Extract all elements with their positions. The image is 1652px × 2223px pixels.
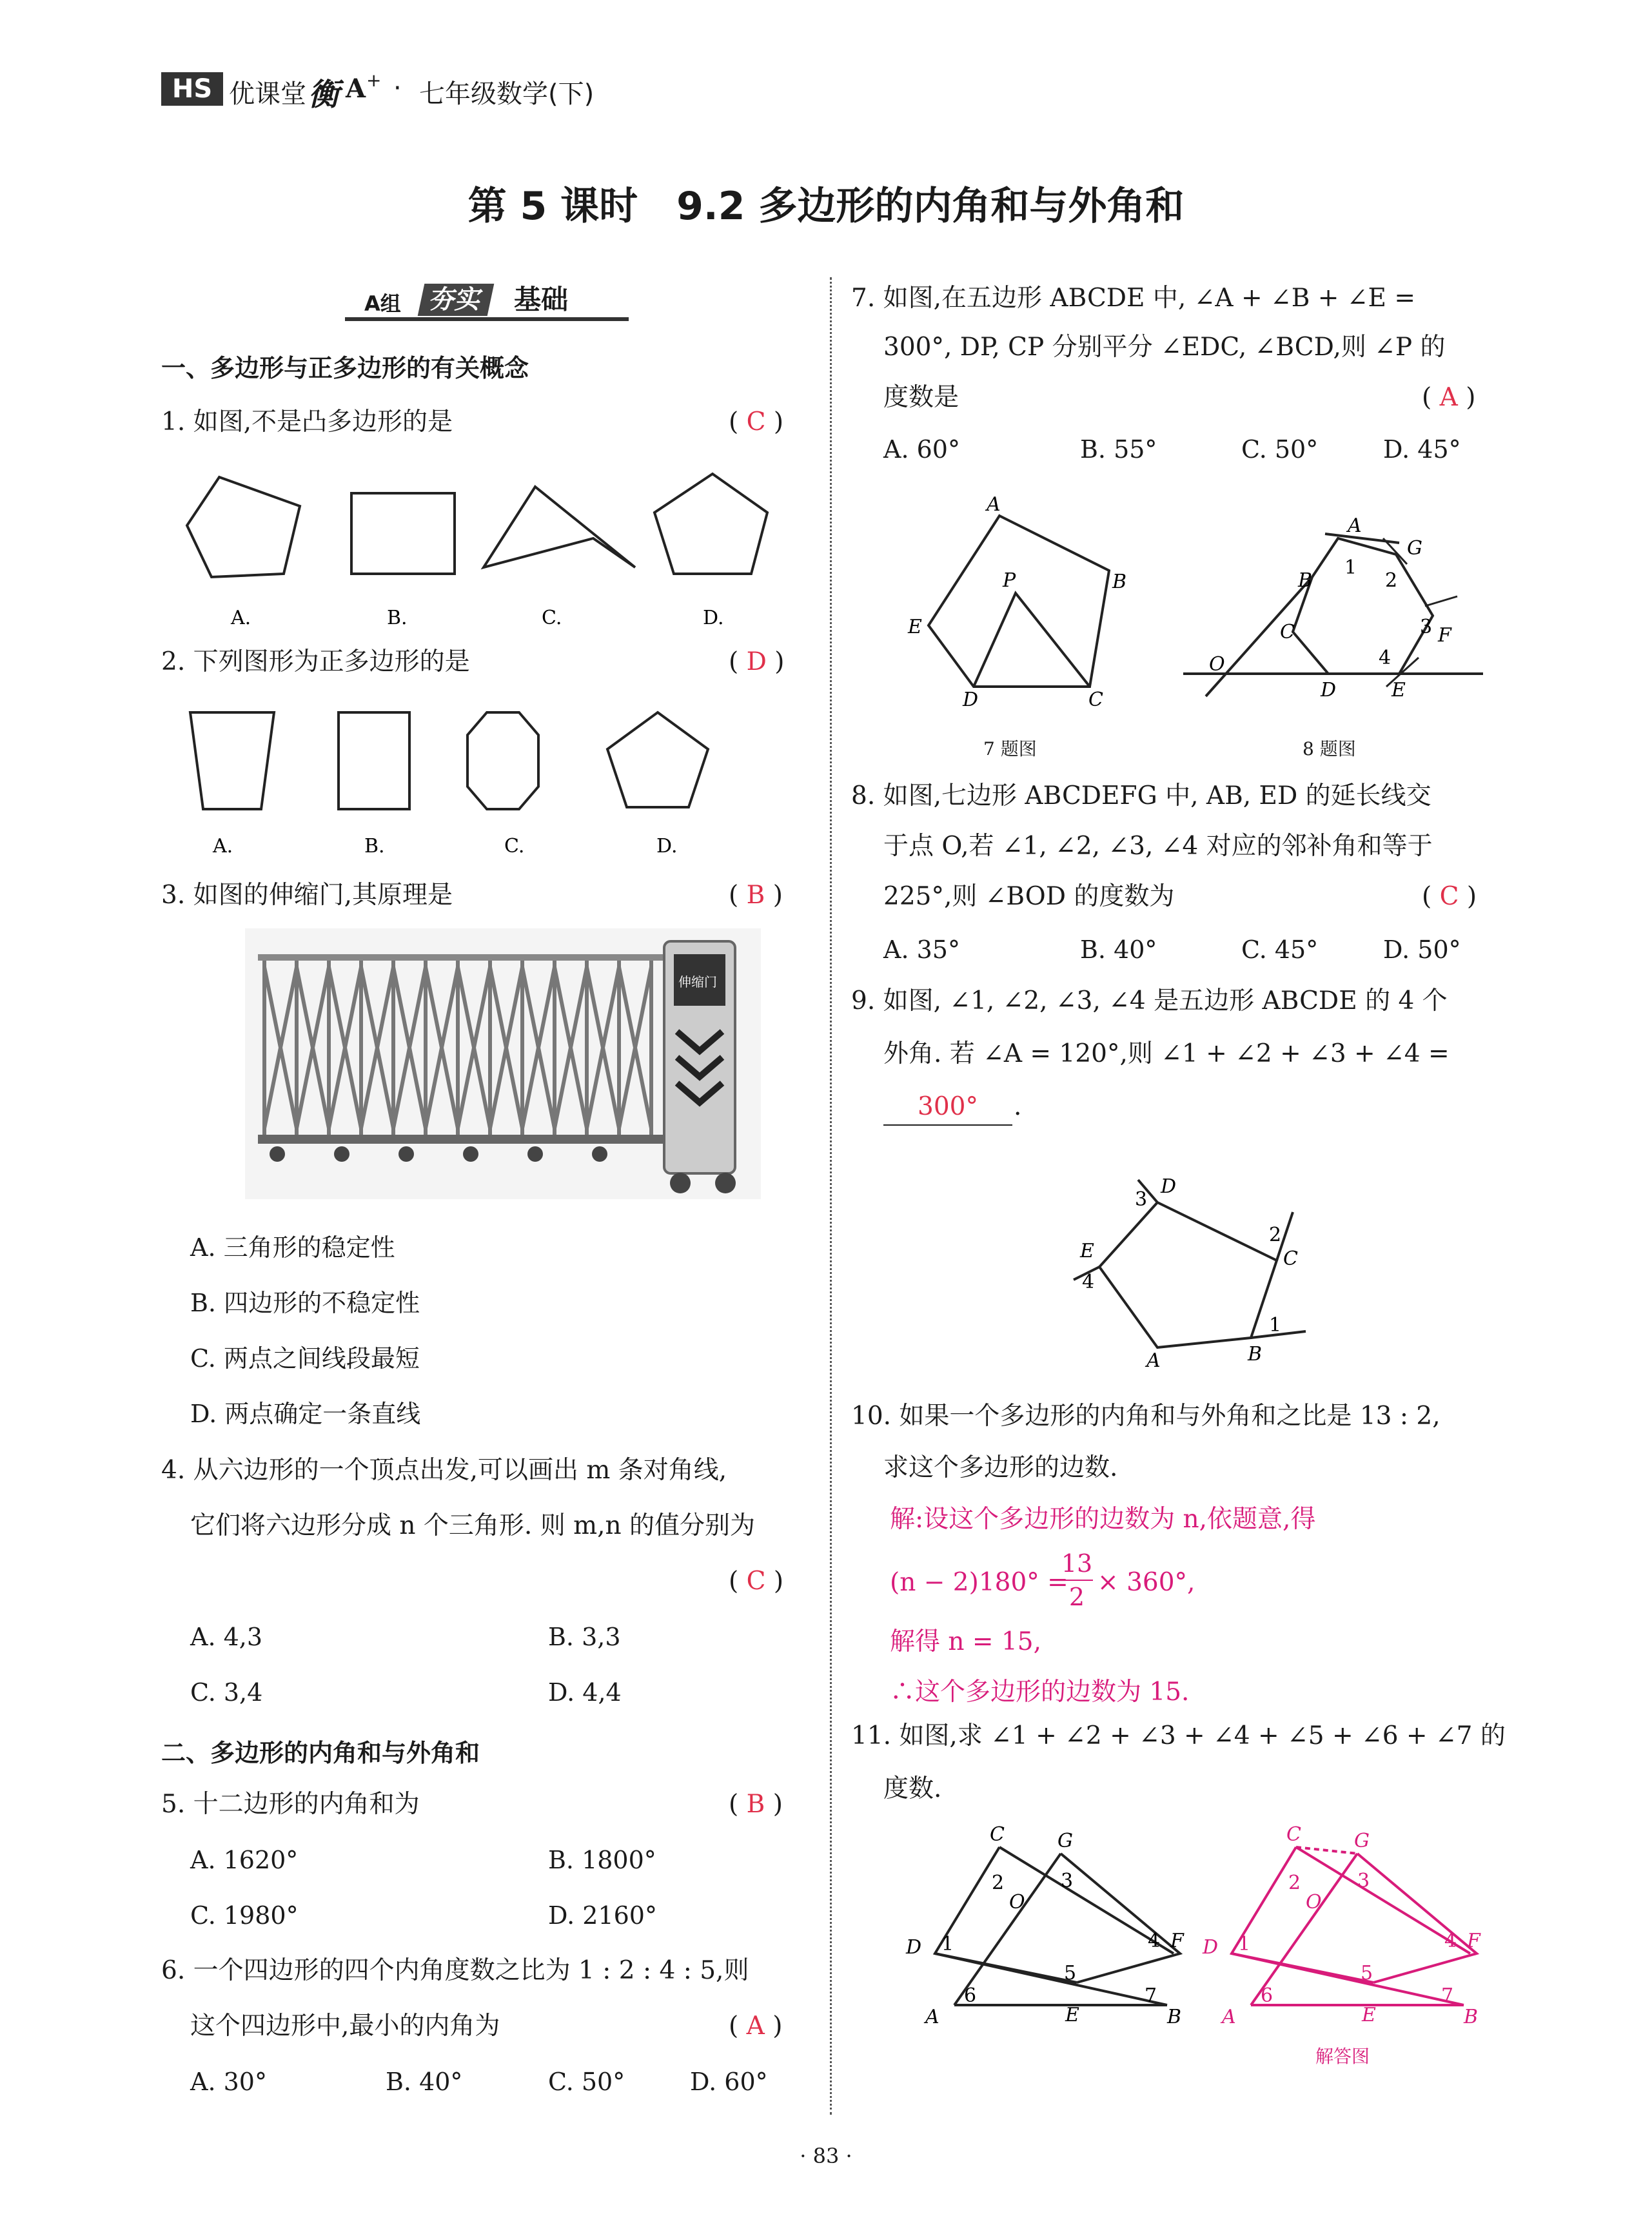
q10-frac-den: 2 — [1068, 1583, 1085, 1611]
q8-angle-1: 1 — [1344, 556, 1357, 579]
q7-line1: 7. 如图,在五边形 ABCDE 中, ∠A + ∠B + ∠E = — [851, 284, 1416, 313]
q10-solution-4: ∴这个多边形的边数为 15. — [890, 1678, 1190, 1707]
q7-option-c: C. 50° — [1241, 435, 1319, 464]
q7-option-a: A. 60° — [883, 435, 960, 464]
q11-label-c: C — [990, 1823, 1005, 1846]
q6-line1: 6. 一个四边形的四个内角度数之比为 1 : 2 : 4 : 5,则 — [161, 1956, 749, 1985]
q9-angle-4: 4 — [1082, 1271, 1095, 1293]
q11-label-f: F — [1170, 1930, 1184, 1952]
q10-fraction — [1061, 1547, 1093, 1613]
q9-period: . — [1014, 1092, 1022, 1121]
q8-label-f: F — [1438, 624, 1451, 647]
q4-answer: C — [746, 1567, 766, 1596]
q10-line1: 10. 如果一个多边形的内角和与外角和之比是 13 : 2, — [851, 1402, 1441, 1431]
q11-ans-angle-5: 5 — [1361, 1962, 1373, 1984]
q3-option-c: C. 两点之间线段最短 — [190, 1344, 420, 1373]
header-grade: A — [346, 73, 366, 104]
q3-option-d: D. 两点确定一条直线 — [190, 1400, 421, 1428]
header-grade-sup: + — [366, 70, 382, 91]
q9-angle-3: 3 — [1135, 1188, 1148, 1211]
q7-label-e: E — [908, 616, 922, 638]
q8-label-a: A — [1348, 514, 1362, 537]
q9-label-d: D — [1161, 1175, 1177, 1198]
q11-label-e: E — [1065, 2004, 1079, 2026]
q3-answer-bracket: ( B ) — [729, 881, 783, 910]
q6-answer-bracket: ( A ) — [729, 2012, 783, 2041]
q1-shape-a — [187, 477, 300, 577]
q11-label-d: D — [906, 1936, 922, 1959]
q11-angle-1: 1 — [941, 1933, 954, 1955]
q7-option-b: B. 55° — [1080, 435, 1157, 464]
section-heading-2: 二、多边形的内角和与外角和 — [161, 1739, 480, 1767]
q7-label-c: C — [1088, 689, 1103, 711]
q2-label-a: A. — [213, 835, 233, 857]
q3-option-b: B. 四边形的不稳定性 — [190, 1289, 420, 1317]
page-title: 第 5 课时 9.2 多边形的内角和与外角和 — [467, 184, 1185, 229]
q7-option-d: D. 45° — [1383, 435, 1461, 464]
q11-angle-3: 3 — [1061, 1870, 1074, 1892]
q2-shape-b — [339, 712, 409, 809]
q8-option-d: D. 50° — [1383, 935, 1461, 964]
q2-label-b: B. — [364, 835, 385, 857]
q5-answer-bracket: ( B ) — [729, 1790, 783, 1819]
header — [161, 70, 742, 115]
q4-line2: 它们将六边形分成 n 个三角形. 则 m,n 的值分别为 — [190, 1511, 755, 1540]
q7-answer: A — [1439, 383, 1458, 412]
banner-word1: 夯实 — [418, 284, 495, 316]
q8-figure — [1180, 503, 1490, 709]
header-logo: HS — [161, 72, 223, 106]
q11-angle-7: 7 — [1145, 1984, 1157, 2007]
q1-label-d: D. — [703, 607, 724, 629]
q2-answer-bracket: ( D ) — [729, 647, 785, 676]
q8-angle-4: 4 — [1379, 647, 1391, 669]
q1-answer-bracket: ( C ) — [729, 407, 784, 436]
q6-option-d: D. 60° — [690, 2068, 768, 2096]
banner-word2: 基础 — [514, 284, 569, 315]
q8-angle-2: 2 — [1385, 569, 1398, 592]
banner-underline — [345, 317, 629, 321]
q11-line1: 11. 如图,求 ∠1 + ∠2 + ∠3 + ∠4 + ∠5 + ∠6 + ∠7 的 — [851, 1721, 1506, 1750]
q7-line3: 度数是 — [883, 383, 959, 412]
q9-line2: 外角. 若 ∠A = 120°,则 ∠1 + ∠2 + ∠3 + ∠4 = — [883, 1039, 1450, 1068]
q5-option-b: B. 1800° — [548, 1846, 656, 1874]
q5-answer: B — [746, 1790, 765, 1819]
q6-answer: A — [746, 2012, 765, 2041]
q7-line2: 300°, DP, CP 分别平分 ∠EDC, ∠BCD,则 ∠P 的 — [883, 333, 1446, 362]
q2-figure — [174, 703, 793, 864]
column-divider — [830, 277, 832, 2115]
q2-answer: D — [746, 647, 767, 676]
q7-label-b: B — [1112, 571, 1127, 593]
q8-caption: 8 题图 — [1303, 738, 1356, 759]
banner-group: A组 — [364, 291, 401, 316]
q8-label-g: G — [1407, 537, 1422, 560]
q11-angle-4: 4 — [1148, 1930, 1161, 1952]
gate-sign: 伸缩门 — [678, 974, 717, 990]
q8-label-d: D — [1321, 679, 1337, 701]
q3-gate-image — [245, 928, 761, 1199]
q1-shape-d — [654, 474, 767, 574]
q8-label-c: C — [1280, 621, 1295, 643]
q9-label-e: E — [1080, 1240, 1094, 1262]
q8-line1: 8. 如图,七边形 ABCDEFG 中, AB, ED 的延长线交 — [851, 781, 1431, 810]
q7-bisectors — [974, 593, 1090, 687]
q11-ans-label-d: D — [1203, 1936, 1219, 1959]
q9-answer: 300° — [918, 1092, 978, 1121]
q8-answer: C — [1439, 882, 1459, 911]
q11-figure — [896, 1825, 1186, 2031]
q7-label-p: P — [1003, 569, 1016, 592]
q11-caption: 解答图 — [1315, 2046, 1370, 2067]
q11-ans-label-a: A — [1222, 2006, 1236, 2028]
q5-option-d: D. 2160° — [548, 1901, 657, 1930]
q4-option-c: C. 3,4 — [190, 1678, 263, 1707]
q9-angle-2: 2 — [1269, 1224, 1282, 1246]
q7-caption: 7 题图 — [983, 738, 1037, 759]
q2-label-c: C. — [504, 835, 525, 857]
q10-line2: 求这个多边形的边数. — [883, 1453, 1118, 1482]
q11-ans-label-o: O — [1306, 1891, 1322, 1914]
q11-angle-2: 2 — [992, 1872, 1005, 1894]
q8-angle-3: 3 — [1420, 616, 1433, 638]
q10-eq-left: (n − 2)180° = — [890, 1568, 1068, 1597]
q7-label-d: D — [963, 689, 979, 711]
q11-angle-5: 5 — [1064, 1962, 1077, 1984]
q8-option-b: B. 40° — [1080, 935, 1157, 964]
q11-ans-label-c: C — [1286, 1823, 1301, 1846]
q9-blank — [883, 1090, 1012, 1126]
q7-pentagon — [929, 516, 1109, 687]
q11-label-a: A — [925, 2006, 939, 2028]
q6-option-c: C. 50° — [548, 2068, 625, 2096]
q11-ans-angle-1: 1 — [1238, 1933, 1251, 1955]
q5-option-a: A. 1620° — [190, 1846, 299, 1874]
q1-shape-b — [351, 493, 455, 574]
q1-shape-c — [484, 487, 635, 567]
q6-line2: 这个四边形中,最小的内角为 — [190, 2012, 500, 2041]
q8-label-b: B — [1298, 569, 1313, 592]
q8-label-e: E — [1391, 679, 1406, 701]
group-banner — [345, 284, 629, 324]
q1-label-c: C. — [542, 607, 562, 629]
q9-pentagon — [1099, 1202, 1277, 1347]
q11-ans-angle-6: 6 — [1261, 1984, 1273, 2007]
q3-stem: 3. 如图的伸缩门,其原理是 — [161, 881, 453, 910]
q8-option-a: A. 35° — [883, 935, 960, 964]
q11-line2: 度数. — [883, 1774, 942, 1803]
q9-label-c: C — [1283, 1248, 1298, 1270]
q6-option-a: A. 30° — [190, 2068, 267, 2096]
header-brand-mark: 衡 — [308, 77, 340, 113]
q5-stem: 5. 十二边形的内角和为 — [161, 1790, 420, 1819]
q1-answer: C — [746, 407, 766, 436]
q9-line1: 9. 如图, ∠1, ∠2, ∠3, ∠4 是五边形 ABCDE 的 4 个 — [851, 986, 1448, 1015]
q7-figure — [896, 490, 1154, 716]
q11-ans-angle-4: 4 — [1444, 1930, 1457, 1952]
header-book: 七年级数学(下) — [419, 79, 595, 109]
q11-ans-label-f: F — [1467, 1930, 1480, 1952]
q1-figure — [174, 464, 793, 632]
q11-ans-label-g: G — [1354, 1830, 1370, 1852]
q11-ans-label-e: E — [1362, 2004, 1376, 2026]
q11-ans-angle-3: 3 — [1357, 1870, 1370, 1892]
q2-shape-c — [467, 712, 538, 809]
q4-option-d: D. 4,4 — [548, 1678, 622, 1707]
header-brand: 优课堂 — [229, 79, 306, 109]
q1-label-b: B. — [387, 607, 408, 629]
q7-label-a: A — [987, 493, 1001, 516]
q7-answer-bracket: ( A ) — [1422, 383, 1476, 412]
q11-answer-figure — [1193, 1825, 1483, 2031]
q3-option-a: A. 三角形的稳定性 — [190, 1233, 395, 1262]
header-separator: · — [393, 73, 402, 103]
q11-ans-angle-2: 2 — [1288, 1872, 1301, 1894]
q4-line1: 4. 从六边形的一个顶点出发,可以画出 m 条对角线, — [161, 1456, 727, 1485]
q10-solution-1: 解:设这个多边形的边数为 n,依题意,得 — [890, 1505, 1316, 1534]
q11-ans-angle-7: 7 — [1441, 1984, 1454, 2007]
q9-label-b: B — [1248, 1343, 1263, 1366]
q1-stem: 1. 如图,不是凸多边形的是 — [161, 407, 453, 436]
q4-option-a: A. 4,3 — [190, 1623, 263, 1651]
q10-frac-num: 13 — [1061, 1547, 1093, 1581]
q11-angle-6: 6 — [964, 1984, 977, 2007]
q11-triangle-2 — [1061, 1854, 1180, 1983]
q8-line2: 于点 O,若 ∠1, ∠2, ∠3, ∠4 对应的邻补角和等于 — [883, 832, 1433, 861]
q10-solution-3: 解得 n = 15, — [890, 1627, 1042, 1656]
q11-label-o: O — [1009, 1891, 1025, 1914]
q8-label-o: O — [1209, 653, 1225, 676]
q2-shape-d — [607, 712, 708, 807]
q10-eq-right: × 360°, — [1097, 1568, 1195, 1597]
q6-option-b: B. 40° — [386, 2068, 463, 2096]
q2-stem: 2. 下列图形为正多边形的是 — [161, 647, 470, 676]
q4-option-b: B. 3,3 — [548, 1623, 621, 1651]
q3-answer: B — [746, 881, 765, 910]
q9-angle-1: 1 — [1269, 1314, 1282, 1337]
q1-label-a: A. — [231, 607, 251, 629]
q2-label-d: D. — [656, 835, 678, 857]
q11-label-g: G — [1057, 1830, 1073, 1852]
q8-line3: 225°,则 ∠BOD 的度数为 — [883, 882, 1175, 911]
q5-option-c: C. 1980° — [190, 1901, 299, 1930]
q11-ans-label-b: B — [1464, 2006, 1479, 2028]
q9-figure — [1064, 1141, 1322, 1386]
page-number: · 83 · — [800, 2144, 852, 2168]
q11-label-b: B — [1167, 2006, 1182, 2028]
q4-answer-bracket: ( C ) — [729, 1567, 784, 1596]
section-heading-1: 一、多边形与正多边形的有关概念 — [161, 354, 529, 382]
q9-label-a: A — [1146, 1349, 1161, 1372]
q2-shape-a — [190, 712, 274, 809]
q8-answer-bracket: ( C ) — [1422, 882, 1477, 911]
q8-option-c: C. 45° — [1241, 935, 1319, 964]
